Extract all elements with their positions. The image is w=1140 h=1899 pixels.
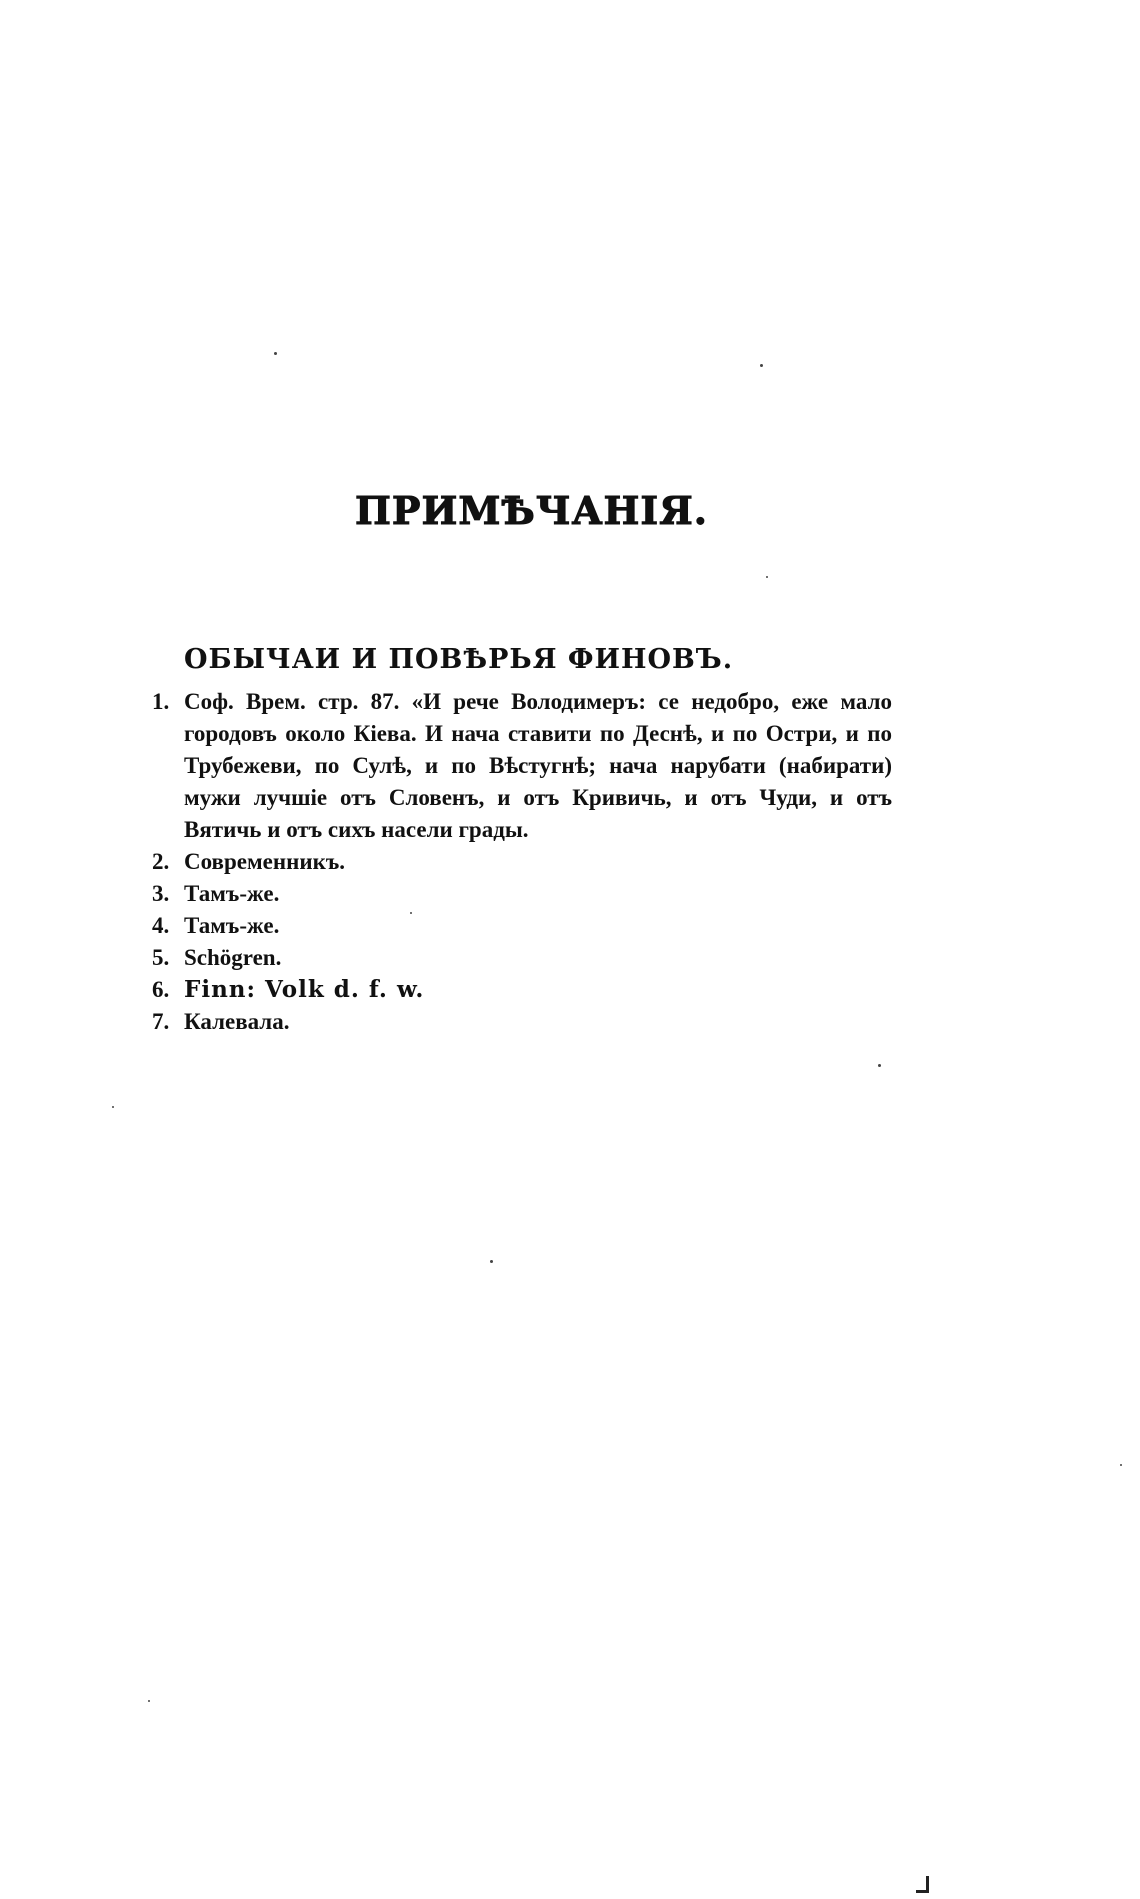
page-title: ПРИМѢЧАНІЯ. <box>355 488 708 533</box>
note-item <box>152 910 892 942</box>
note-number: 2. <box>152 849 170 874</box>
note-number: 3. <box>152 881 170 906</box>
note-item <box>152 878 892 910</box>
note-number: 6. <box>152 977 170 1002</box>
scan-speck <box>760 364 763 367</box>
note-item <box>152 1006 892 1038</box>
scan-speck <box>112 1106 114 1108</box>
note-item <box>152 686 892 846</box>
scan-speck <box>274 352 277 355</box>
scan-speck <box>766 576 768 578</box>
corner-mark <box>916 1876 929 1893</box>
note-number: 4. <box>152 913 170 938</box>
scan-speck <box>148 1700 150 1702</box>
note-text: Калевала. <box>184 1009 290 1034</box>
note-number: 1. <box>152 689 170 714</box>
section-heading: ОБЫЧАИ И ПОВѢРЬЯ ФИНОВЪ. <box>184 644 734 675</box>
scan-speck <box>490 1260 493 1263</box>
note-text: Schögren. <box>184 945 282 970</box>
note-text: Finn: Volk d. f. w. <box>184 976 425 1003</box>
note-number: 5. <box>152 945 170 970</box>
note-item <box>152 974 892 1006</box>
note-text: Тамъ-же. <box>184 881 280 906</box>
note-number: 7. <box>152 1009 170 1034</box>
note-text: Тамъ-же. <box>184 913 280 938</box>
scan-speck <box>878 1064 881 1067</box>
notes-list <box>152 686 892 1038</box>
note-item <box>152 942 892 974</box>
scan-speck <box>1120 1464 1122 1466</box>
note-text: Современникъ. <box>184 849 345 874</box>
note-text: Соф. Врем. стр. 87. «И рече Володимеръ: се недобро, еже мало городовъ около Кіева. И нача ставити по Деснѣ, и по Остри, и по Трубежеви, по Сулѣ, и по Вѣстугнѣ; нача нарубати (набирати) мужи лучшіе отъ Словенъ, и отъ Кривичь, и отъ Чуди, и отъ Вятичь и отъ сихъ насели грады. <box>184 689 892 842</box>
note-item <box>152 846 892 878</box>
scan-speck <box>410 912 412 914</box>
